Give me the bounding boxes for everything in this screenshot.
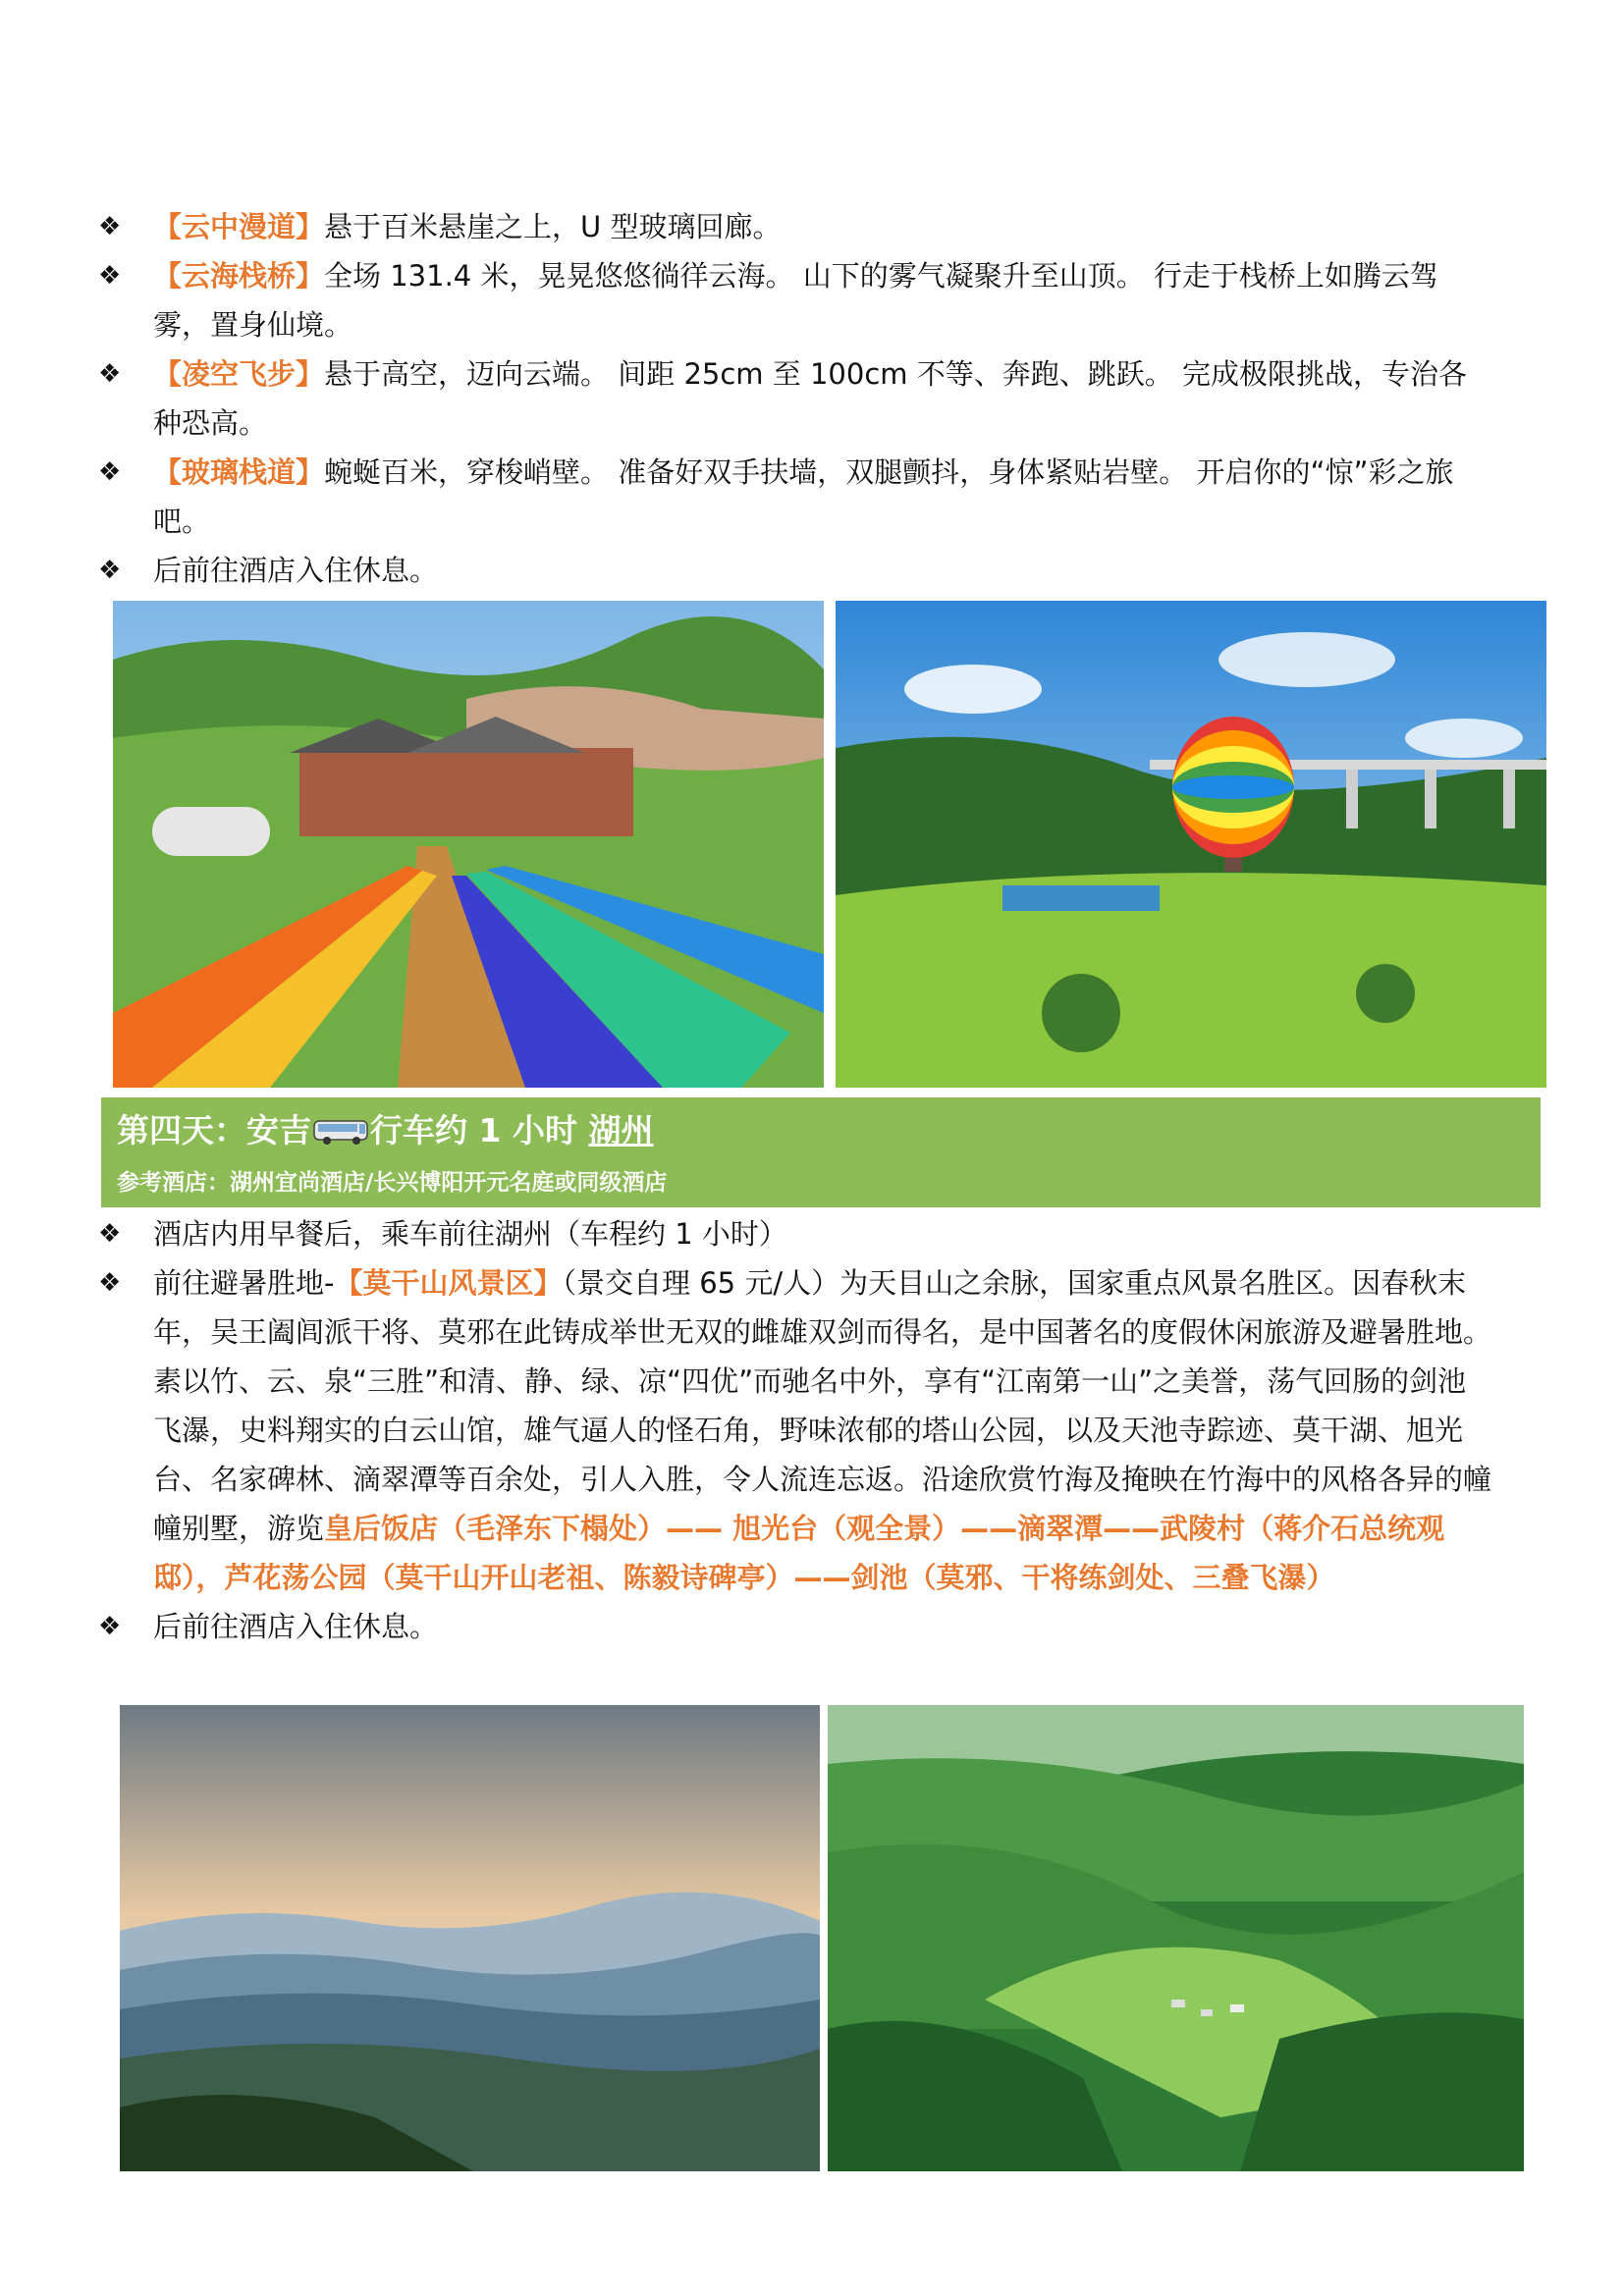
attraction-desc: 悬于高空，迈向云端。 间距 25cm 至 100cm 不等、奔跑、跳跃。 完成极限挑战，专治各种恐高。	[153, 357, 1467, 440]
list-item	[98, 251, 1492, 349]
attraction-desc: 全场 131.4 米，晃晃悠悠徜徉云海。 山下的雾气凝聚升至山顶。 行走于栈桥上如腾云驾雾，置身仙境。	[153, 259, 1438, 342]
day-title	[117, 1107, 653, 1154]
bullet-icon: ❖	[98, 1219, 122, 1249]
hot-air-balloon-photo	[836, 601, 1546, 1088]
list-text: 后前往酒店入住休息。	[153, 554, 439, 587]
bullet-icon: ❖	[98, 359, 122, 389]
list-item	[98, 1209, 1492, 1258]
list-item	[98, 546, 1492, 595]
bus-icon	[313, 1111, 368, 1139]
list-item	[98, 1602, 1492, 1651]
rainbow-slide-photo	[113, 601, 824, 1088]
attraction-name: 【云中漫道】	[153, 210, 325, 243]
list-text-prefix: 前往避暑胜地-	[153, 1266, 335, 1300]
day-title-destination: 湖州	[588, 1111, 654, 1149]
attraction-name: 【云海栈桥】	[153, 259, 325, 293]
scenic-area-desc: （景交自理 65 元/人）为天目山之余脉，国家重点风景名胜区。因春秋末年，吴王阖闾派干将、莫邪在此铸成举世无双的雌雄双剑而得名，是中国著名的度假休闲旅游及避暑胜地。素以竹、云、泉“三胜”和清、静、绿、凉“四优”而驰名中外，享有“江南第一山”之美誉，荡气回肠的剑池飞瀑，史料翔实的白云山馆，雄气逼人的怪石角，野味浓郁的塔山公园，以及天池寺踪迹、莫干湖、旭光台、名家碑林、滴翠潭等百余处，引人入胜，令人流连忘返。沿途欣赏竹海及掩映在竹海中的风格各异的幢幢别墅，游览	[153, 1266, 1492, 1545]
list-item	[98, 1258, 1492, 1602]
bullet-icon: ❖	[98, 1268, 122, 1298]
list-item	[98, 349, 1492, 448]
day4-itinerary-list	[98, 1209, 1492, 1651]
scenic-area-name: 【莫干山风景区】	[334, 1266, 563, 1300]
attraction-desc: 蜿蜒百米，穿梭峭壁。 准备好双手扶墙，双腿颤抖，身体紧贴岩壁。 开启你的“惊”彩之旅吧。	[153, 455, 1454, 538]
misty-mountains-photo	[120, 1705, 820, 2171]
bullet-icon: ❖	[98, 261, 122, 291]
list-item	[98, 448, 1492, 546]
list-text: 酒店内用早餐后，乘车前往湖州（车程约 1 小时）	[153, 1217, 787, 1251]
bullet-icon: ❖	[98, 1612, 122, 1641]
attraction-name: 【玻璃栈道】	[153, 455, 325, 489]
day-title-duration: 行车约 1 小时	[370, 1111, 589, 1149]
bullet-icon: ❖	[98, 556, 122, 585]
reference-hotel: 参考酒店：湖州宜尚酒店/长兴博阳开元名庭或同级酒店	[117, 1170, 668, 1196]
list-item	[98, 202, 1492, 251]
day-header	[101, 1097, 1541, 1207]
bullet-icon: ❖	[98, 212, 122, 241]
attraction-desc: 悬于百米悬崖之上，U 型玻璃回廊。	[324, 210, 782, 243]
list-text: 后前往酒店入住休息。	[153, 1610, 439, 1643]
attraction-list	[98, 202, 1492, 595]
green-valley-photo	[828, 1705, 1524, 2171]
bullet-icon: ❖	[98, 457, 122, 487]
attraction-name: 【凌空飞步】	[153, 357, 325, 391]
tour-route: 皇后饭店（毛泽东下榻处）—— 旭光台（观全景）——滴翠潭——武陵村（蒋介石总统观邸），芦花荡公园（莫干山开山老祖、陈毅诗碑亭）——剑池（莫邪、干将练剑处、三叠飞瀑）	[153, 1512, 1445, 1594]
day-title-start: 第四天：安吉	[117, 1111, 311, 1149]
